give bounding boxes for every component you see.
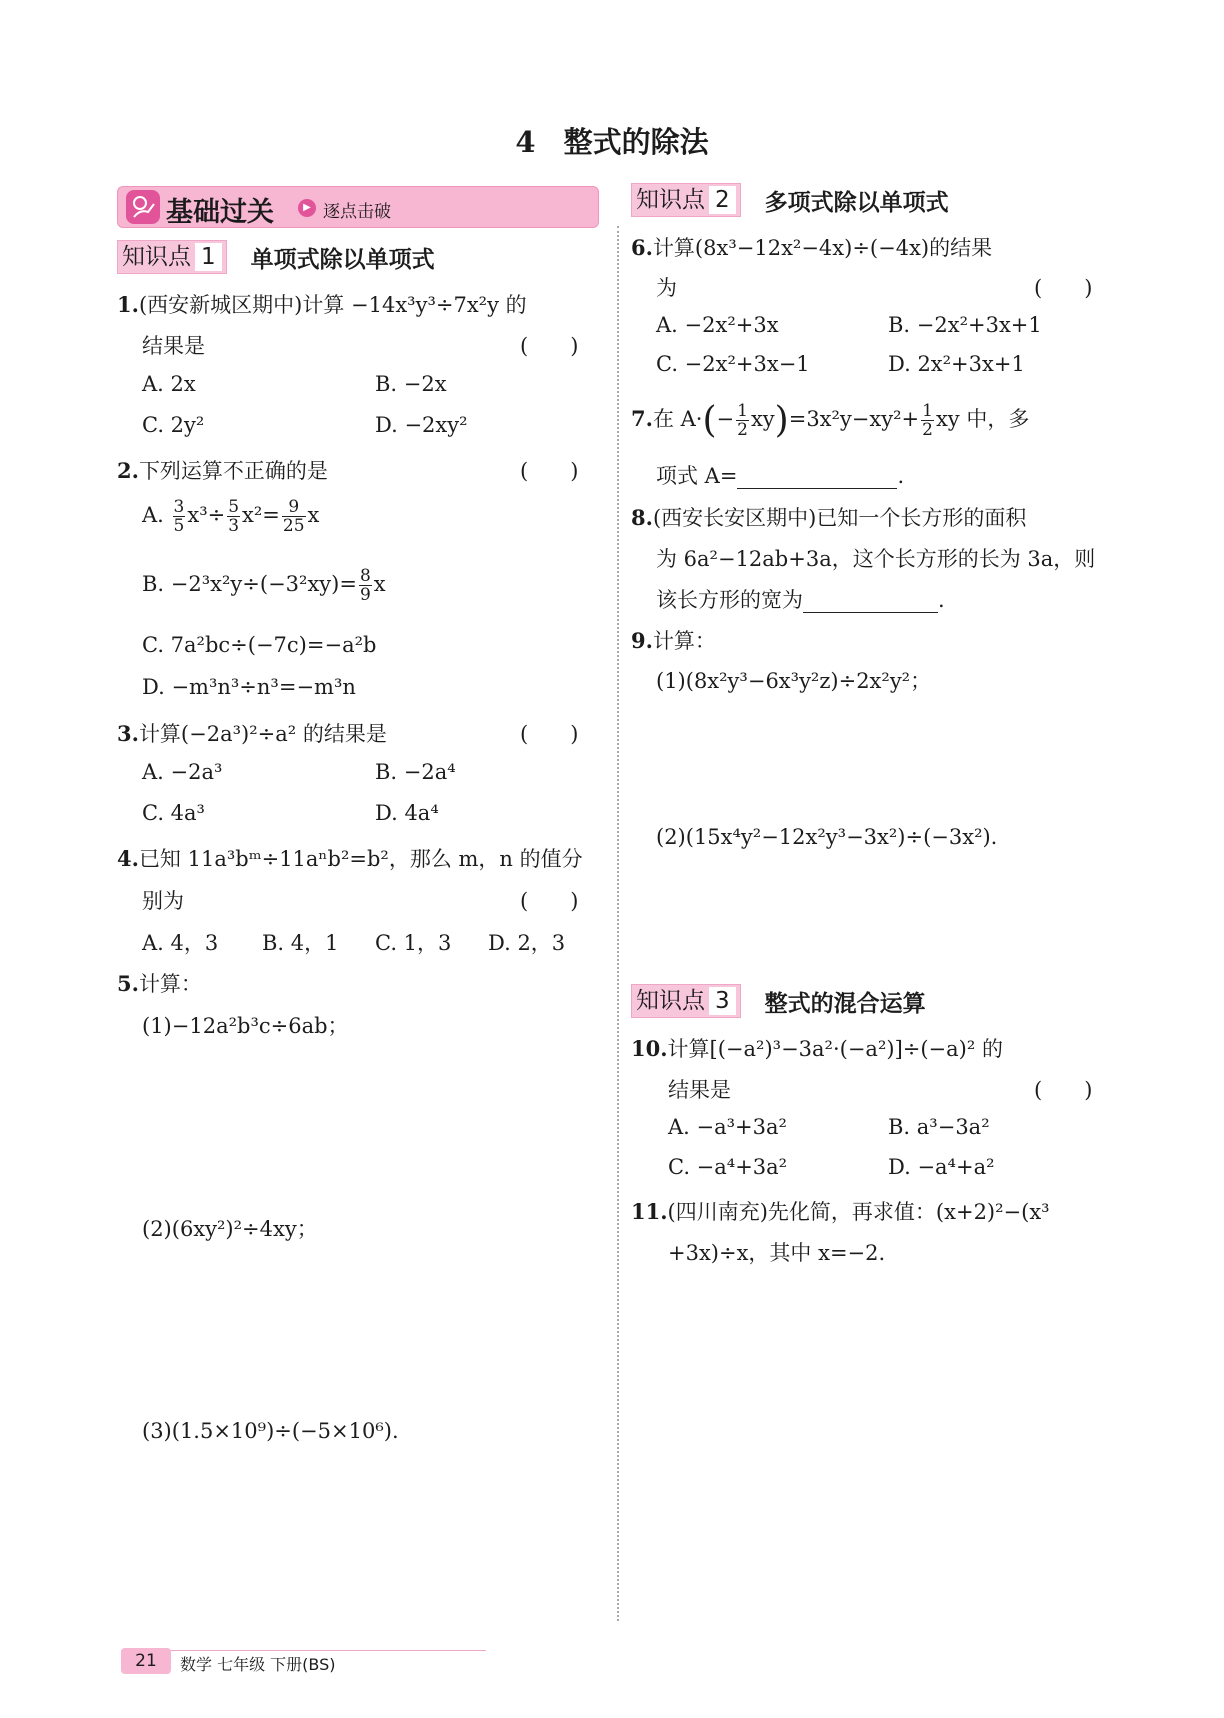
kp-tag: 知识点: [636, 187, 705, 213]
answer-bracket: ( ): [520, 722, 579, 746]
question-number: 2.: [117, 458, 139, 483]
question-7-line1: 7.在 A·(− $\frac{1}{2}$ xy)=3x²y−xy²+ $\frac{1}{2}$ xy 中，多: [631, 400, 1030, 441]
question-5-line1: [117, 968, 202, 998]
question-6-line2: 为: [656, 276, 677, 300]
question-6-line1: [631, 232, 992, 262]
basic-banner: [117, 186, 599, 228]
question-text: 计算(8x³−12x²−4x)÷(−4x)的结果: [652, 236, 993, 260]
kp-tag: 知识点: [636, 988, 705, 1014]
subquestion-2: (2)(6xy²)²÷4xy；: [142, 1217, 318, 1241]
question-text: 计算：: [138, 972, 202, 996]
question-number: 5.: [117, 971, 139, 996]
column-divider: [617, 226, 619, 1621]
question-4-line2: 别为: [142, 889, 184, 913]
question-text: 计算[(−a²)³−3a²·(−a²)]÷(−a)² 的: [667, 1037, 1003, 1061]
knowledge-point-2: [631, 183, 949, 217]
subquestion-3: (3)(1.5×10⁹)÷(−5×10⁶).: [142, 1419, 399, 1443]
question-1-line2: 结果是: [142, 334, 205, 358]
question-10-line2: 结果是: [668, 1078, 731, 1102]
subquestion-1: (1)−12a²b³c÷6ab；: [142, 1014, 349, 1038]
question-number: 1.: [117, 292, 139, 317]
option-d: D. 2x²+3x+1: [888, 352, 1025, 376]
question-10-line1: [631, 1033, 1003, 1063]
question-number: 4.: [117, 846, 139, 871]
question-text: 计算：: [652, 629, 716, 653]
option-c: C. 2y²: [142, 413, 205, 437]
question-8-line3: 该长方形的宽为 .: [656, 588, 945, 612]
banner-subtitle: 逐点击破: [323, 202, 391, 222]
option-b: B. 4，1: [262, 931, 339, 955]
fraction: $\frac{5}{3}$: [228, 497, 240, 536]
question-11-line1: [631, 1196, 1050, 1226]
answer-blank[interactable]: [737, 464, 897, 489]
option-b: B. −2x²+3x+1: [888, 313, 1042, 337]
question-4-line1: [117, 843, 583, 873]
pencil-icon: [126, 190, 160, 224]
question-text: (西安新城区期中)计算 −14x³y³÷7x²y 的: [138, 293, 527, 317]
fraction: $\frac{9}{25}$: [282, 497, 305, 536]
kp-tag: 知识点: [122, 244, 191, 270]
option-c: C. 4a³: [142, 801, 205, 825]
page-title: [0, 120, 1224, 161]
option-c: C. −a⁴+3a²: [668, 1155, 788, 1179]
kp-number: 3: [709, 987, 736, 1015]
kp-title: 整式的混合运算: [764, 990, 926, 1017]
answer-bracket: ( ): [520, 459, 579, 483]
question-number: 10.: [631, 1036, 668, 1061]
question-number: 7.: [631, 406, 653, 431]
page-number: 21: [121, 1648, 171, 1674]
option-c: C. 7a²bc÷(−7c)=−a²b: [142, 633, 377, 657]
option-d: D. −m³n³÷n³=−m³n: [142, 675, 356, 699]
question-3-line1: [117, 718, 387, 748]
book-info: 数学 七年级 下册(BS): [180, 1655, 336, 1674]
option-a: A. −a³+3a²: [668, 1115, 787, 1139]
answer-bracket: ( ): [1034, 276, 1093, 300]
subquestion-1: (1)(8x²y³−6x³y²z)÷2x²y²；: [656, 669, 932, 693]
knowledge-point-3: [631, 984, 926, 1018]
fraction: $\frac{8}{9}$: [359, 566, 371, 605]
option-c: C. 1，3: [375, 931, 452, 955]
kp-number: 2: [709, 186, 736, 214]
footer-rule: [121, 1650, 486, 1651]
question-11-line2: +3x)÷x，其中 x=−2.: [668, 1241, 886, 1265]
option-d: D. 4a⁴: [375, 801, 439, 825]
option-b: B. −2x: [375, 372, 447, 396]
question-number: 6.: [631, 235, 653, 260]
question-1-line1: [117, 289, 527, 319]
question-2-line1: [117, 455, 328, 485]
question-number: 3.: [117, 721, 139, 746]
option-label: A.: [142, 503, 164, 527]
option-d: D. −a⁴+a²: [888, 1155, 995, 1179]
option-a: A. −2x²+3x: [656, 313, 779, 337]
kp-title: 单项式除以单项式: [250, 246, 435, 273]
kp-number: 1: [195, 243, 222, 271]
option-a: A. 4，3: [142, 931, 219, 955]
fraction: $\frac{3}{5}$: [173, 497, 185, 536]
section-number: 4: [515, 125, 536, 159]
option-d: D. 2，3: [488, 931, 566, 955]
answer-bracket: ( ): [1034, 1078, 1093, 1102]
option-c: C. −2x²+3x−1: [656, 352, 810, 376]
section-title: 整式的除法: [563, 125, 709, 159]
option-d: D. −2xy²: [375, 413, 468, 437]
question-8-line2: 为 6a²−12ab+3a，这个长方形的长为 3a，则: [656, 547, 1096, 571]
play-icon: ▶: [298, 199, 316, 217]
banner-title: 基础过关: [166, 197, 274, 228]
subquestion-2: (2)(15x⁴y²−12x²y³−3x²)÷(−3x²).: [656, 825, 998, 849]
option-a: A. $\frac{3}{5}$ x³÷ $\frac{5}{3}$ x²= $\frac{9}{25}$ x: [142, 497, 320, 536]
option-b: B. −2a⁴: [375, 760, 456, 784]
question-text: 已知 11a³bᵐ÷11aⁿb²=b²，那么 m，n 的值分: [138, 847, 583, 871]
question-8-line1: [631, 502, 1026, 532]
fraction: $\frac{1}{2}$: [922, 401, 933, 440]
question-number: 9.: [631, 628, 653, 653]
question-text: (四川南充)先化简，再求值：(x+2)²−(x³: [667, 1200, 1050, 1224]
question-text: 下列运算不正确的是: [138, 459, 328, 483]
option-a: A. 2x: [142, 372, 196, 396]
question-9-line1: [631, 625, 716, 655]
question-number: 8.: [631, 505, 653, 530]
answer-bracket: ( ): [520, 889, 579, 913]
option-b: B. a³−3a²: [888, 1115, 990, 1139]
answer-blank[interactable]: [803, 588, 938, 613]
question-text: (西安长安区期中)已知一个长方形的面积: [652, 506, 1027, 530]
knowledge-point-1: [117, 240, 435, 274]
fraction: $\frac{1}{2}$: [737, 401, 748, 440]
option-b: B. −2³x²y÷(−3²xy)= $\frac{8}{9}$ x: [142, 566, 386, 605]
question-text: 计算(−2a³)²÷a² 的结果是: [138, 722, 387, 746]
kp-title: 多项式除以单项式: [764, 189, 949, 216]
answer-bracket: ( ): [520, 334, 579, 358]
question-7-line2: 项式 A= .: [656, 464, 905, 488]
question-number: 11.: [631, 1199, 668, 1224]
option-a: A. −2a³: [142, 760, 223, 784]
